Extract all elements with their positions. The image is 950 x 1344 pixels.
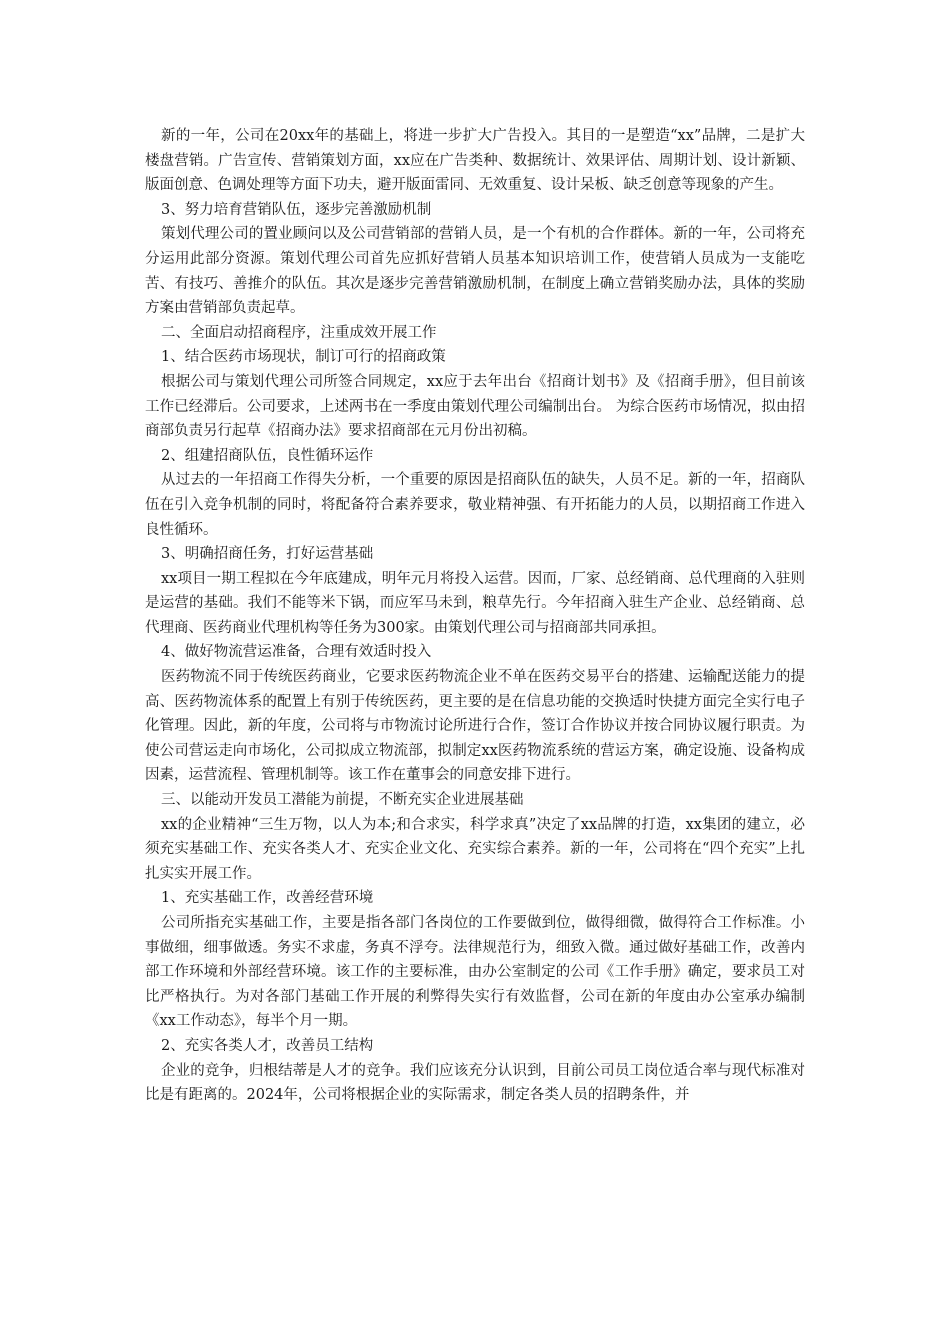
heading-sales-team: 3、努力培育营销队伍，逐步完善激励机制 [161, 201, 432, 218]
paragraph-advertising: 新的一年，公司在20xx年的基础上，将进一步扩大广告投入。其目的一是塑造“xx”品牌，二是扩大楼盘营销。广告宣传、营销策划方面，xx应在广告类种、数据统计、效果评估、周期计划、设计新颖、版面创意、色调处理等方面下功夫，避开版面雷同、无效重复、设计呆板、缺乏创意等现象的产生。 [145, 128, 805, 194]
paragraph-basic-work: 公司所指充实基础工作，主要是指各部门各岗位的工作要做到位，做得细微，做得符合工作标准。小事做细，细事做透。务实不求虚，务真不浮夸。法律规范行为，细致入微。通过做好基础工作，改善内部工作环境和外部经营环境。该工作的主要标准，由办公室制定的公司《工作手册》确定，要求员工对比严格执行。为对各部门基础工作开展的利弊得失实行有效监督，公司在新的年度由办公室承办编制《xx工作动态》，每半个月一期。 [145, 915, 805, 1030]
paragraph-investment-tasks: xx项目一期工程拟在今年底建成，明年元月将投入运营。因而，厂家、总经销商、总代理商的入驻则是运营的基础。我们不能等米下锅，而应军马未到，粮草先行。今年招商入驻生产企业、总经销商、总代理商、医药商业代理机构等任务为300家。由策划代理公司与招商部共同承担。 [145, 570, 805, 636]
heading-section-three: 三、以能动开发员工潜能为前提，不断充实企业进展基础 [161, 792, 524, 809]
paragraph-enterprise-spirit: xx的企业精神“三生万物，以人为本;和合求实，科学求真”决定了xx品牌的打造，xx集团的建立，必须充实基础工作、充实各类人才、充实企业文化、充实综合素养。新的一年，公司将在“四个充实”上扎扎实实开展工作。 [145, 816, 805, 882]
heading-basic-work: 1、充实基础工作，改善经营环境 [161, 890, 374, 907]
heading-investment-team: 2、组建招商队伍，良性循环运作 [161, 447, 374, 464]
heading-talent: 2、充实各类人才，改善员工结构 [161, 1037, 374, 1054]
heading-investment-policy: 1、结合医药市场现状，制订可行的招商政策 [161, 349, 446, 366]
document-body [145, 124, 805, 1108]
paragraph-talent: 企业的竞争，归根结蒂是人才的竞争。我们应该充分认识到，目前公司员工岗位适合率与现代标准对比是有距离的。2024年，公司将根据企业的实际需求，制定各类人员的招聘条件，并 [145, 1062, 805, 1104]
heading-section-two: 二、全面启动招商程序，注重成效开展工作 [161, 324, 437, 341]
paragraph-investment-team: 从过去的一年招商工作得失分析，一个重要的原因是招商队伍的缺失，人员不足。新的一年，招商队伍在引入竞争机制的同时，将配备符合素养要求，敬业精神强、有开拓能力的人员，以期招商工作进入良性循环。 [145, 472, 805, 538]
paragraph-sales-team: 策划代理公司的置业顾问以及公司营销部的营销人员，是一个有机的合作群体。新的一年，公司将充分运用此部分资源。策划代理公司首先应抓好营销人员基本知识培训工作，使营销人员成为一支能吃苦、有技巧、善推介的队伍。其次是逐步完善营销激励机制，在制度上确立营销奖励办法，具体的奖励方案由营销部负责起草。 [145, 226, 805, 317]
paragraph-investment-policy: 根据公司与策划代理公司所签合同规定，xx应于去年出台《招商计划书》及《招商手册》，但目前该工作已经滞后。公司要求，上述两书在一季度由策划代理公司编制出台。 为综合医药市场情况，拟由招商部负责另行起草《招商办法》要求招商部在元月份出初稿。 [145, 373, 805, 440]
heading-investment-tasks: 3、明确招商任务，打好运营基础 [161, 546, 374, 563]
heading-logistics: 4、做好物流营运准备，合理有效适时投入 [161, 644, 432, 661]
paragraph-logistics: 医药物流不同于传统医药商业，它要求医药物流企业不单在医药交易平台的搭建、运输配送能力的提高、医药物流体系的配置上有别于传统医药，更主要的是在信息功能的交换适时快捷方面完全实行电子化管理。因此，新的年度，公司将与市物流讨论所进行合作，签订合作协议并按合同协议履行职责。为使公司营运走向市场化，公司拟成立物流部，拟制定xx医药物流系统的营运方案，确定设施、设备构成因素，运营流程、管理机制等。该工作在董事会的同意安排下进行。 [145, 669, 805, 784]
